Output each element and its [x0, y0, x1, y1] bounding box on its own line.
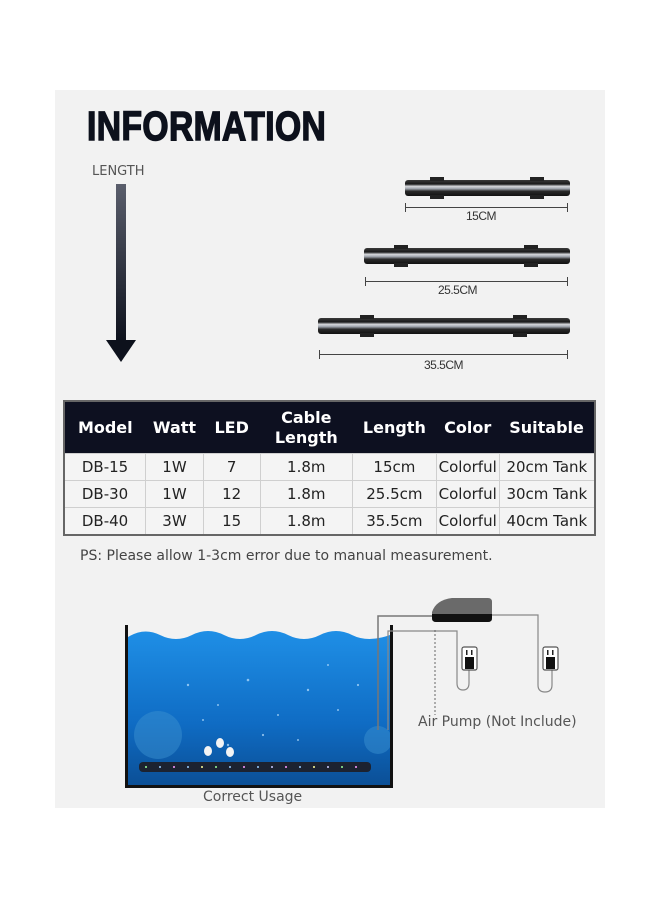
- cell-cable-length: 1.8m: [260, 481, 353, 508]
- dimension-label-35cm: 35.5CM: [424, 358, 464, 372]
- aquarium-tank: [125, 625, 393, 788]
- cell-length: 15cm: [353, 454, 437, 481]
- length-label: LENGTH: [92, 164, 145, 179]
- light-bar-15cm: [405, 180, 570, 196]
- cell-suitable: 30cm Tank: [499, 481, 595, 508]
- header-led: LED: [203, 401, 260, 454]
- cell-suitable: 40cm Tank: [499, 508, 595, 536]
- cell-length: 35.5cm: [353, 508, 437, 536]
- cell-led: 7: [203, 454, 260, 481]
- submerged-light-bar: [139, 762, 371, 772]
- dimension-label-25cm: 25.5CM: [438, 283, 478, 297]
- header-cable-line2: Length: [274, 427, 338, 447]
- light-bar-35cm: [318, 318, 570, 334]
- cell-model: DB-30: [64, 481, 146, 508]
- table-row: [64, 481, 595, 508]
- cell-watt: 3W: [146, 508, 204, 536]
- cell-model: DB-15: [64, 454, 146, 481]
- table-row: [64, 508, 595, 536]
- cell-color: Colorful: [436, 454, 499, 481]
- light-bar-25cm: [364, 248, 570, 264]
- header-color: Color: [436, 401, 499, 454]
- cell-cable-length: 1.8m: [260, 454, 353, 481]
- cell-watt: 1W: [146, 481, 204, 508]
- water-illustration: [128, 625, 390, 785]
- cell-length: 25.5cm: [353, 481, 437, 508]
- measurement-note: PS: Please allow 1-3cm error due to manual measurement.: [80, 548, 493, 564]
- cell-color: Colorful: [436, 481, 499, 508]
- header-suitable: Suitable: [499, 401, 595, 454]
- header-model: Model: [64, 401, 146, 454]
- cell-cable-length: 1.8m: [260, 508, 353, 536]
- cell-color: Colorful: [436, 508, 499, 536]
- power-plug-icon: [542, 646, 559, 671]
- down-arrow-icon: [106, 184, 136, 362]
- air-pump-icon: [430, 596, 492, 624]
- dimension-label-15cm: 15CM: [466, 209, 497, 223]
- dimension-line-25cm: [365, 281, 568, 282]
- air-pump-caption: Air Pump (Not Include): [418, 714, 577, 730]
- dimension-line-15cm: [405, 207, 568, 208]
- tank-caption: Correct Usage: [203, 789, 303, 805]
- table-row: [64, 454, 595, 481]
- header-cable-line1: Cable: [281, 407, 332, 427]
- header-watt: Watt: [146, 401, 204, 454]
- cell-watt: 1W: [146, 454, 204, 481]
- spec-table: [63, 400, 596, 536]
- header-cable-length: [260, 401, 353, 454]
- page-title: INFORMATION: [87, 103, 327, 149]
- cell-model: DB-40: [64, 508, 146, 536]
- cell-suitable: 20cm Tank: [499, 454, 595, 481]
- table-header-row: [64, 401, 595, 454]
- cell-led: 15: [203, 508, 260, 536]
- dimension-line-35cm: [319, 354, 568, 355]
- header-length: Length: [353, 401, 437, 454]
- cell-led: 12: [203, 481, 260, 508]
- power-plug-icon: [461, 646, 478, 671]
